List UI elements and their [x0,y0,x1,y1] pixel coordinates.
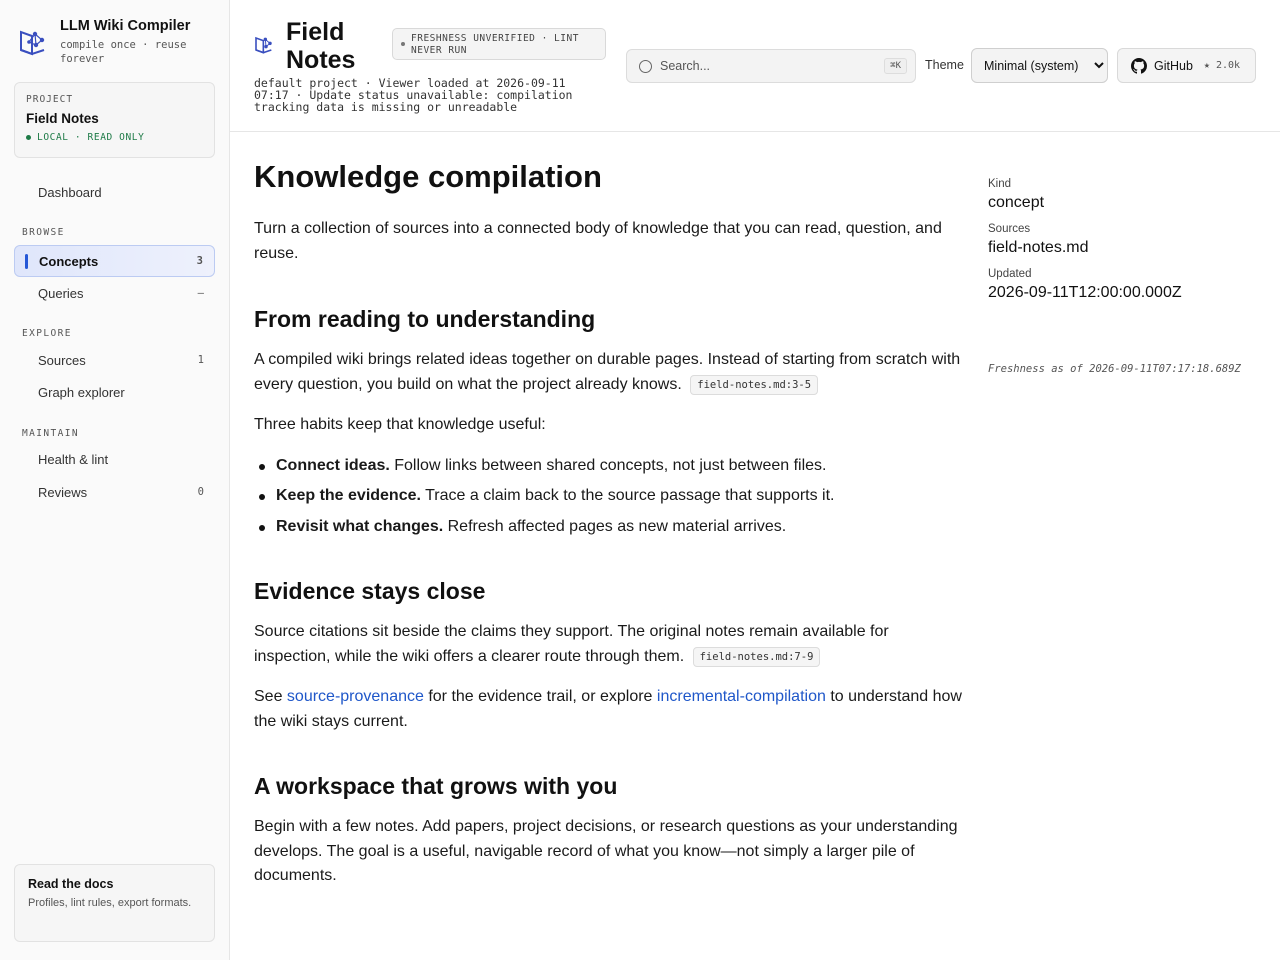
citation-chip[interactable]: field-notes.md:3-5 [690,375,818,395]
paragraph-text: to understand how the wiki stays current. [254,688,962,730]
github-button[interactable] [1117,48,1256,83]
nav-concepts-count: 3 [196,255,203,267]
project-label: PROJECT [26,94,74,105]
nav-dashboard-label: Dashboard [38,184,102,200]
habits-list [254,454,966,540]
article-intro: Turn a collection of sources into a connected body of knowledge that you can read, question, and reuse. [254,220,942,262]
paragraph-text: Source citations sit beside the claims they support. The original notes remain available for inspection, while the wiki offers a clearer route through them. [254,623,889,665]
nav-sources-label: Sources [38,352,86,368]
list-item-text: Refresh affected pages as new material arrives. [443,517,787,535]
meta-updated-value: 2026-09-11T12:00:00.000Z [988,284,1182,301]
section-heading: From reading to understanding [254,306,596,332]
brand-subtitle: compile once · reuse forever [60,39,187,65]
nav-reviews-count: 0 [197,486,204,498]
nav-concepts[interactable] [14,245,215,277]
list-item [254,454,966,479]
article [254,158,966,889]
paragraph [254,620,966,669]
nav-section-browse: BROWSE [22,227,65,238]
list-item-bold: Keep the evidence. [276,487,421,504]
header-meta: default project · Viewer loaded at 2026-09-11 07:17 · Update status unavailable: compilation tracking data is missing or unreadable [254,76,573,114]
page-metadata [988,178,1258,302]
list-item-text: Trace a claim back to the source passage that supports it. [420,487,835,504]
freshness-badge [392,28,606,60]
meta-sources-label: Sources [988,223,1031,235]
list-item-bold: Revisit what changes. [276,517,444,535]
paragraph-text: for the evidence trail, or explore [423,688,657,705]
theme-select[interactable] [971,48,1108,83]
search-box[interactable] [626,49,916,83]
search-shortcut: ⌘K [884,58,907,74]
docs-card[interactable] [14,864,215,942]
meta-kind-value: concept [988,194,1045,211]
article-title: Knowledge compilation [254,159,602,194]
project-name: Field Notes [26,111,99,126]
nav-reviews-label: Reviews [38,484,88,500]
nav-section-explore: EXPLORE [22,328,72,339]
page-title: Field Notes [286,18,356,74]
meta-updated-label: Updated [988,268,1032,280]
link-incremental-compilation[interactable]: incremental-compilation [656,688,826,705]
github-stars: ★ 2.0k [1203,60,1241,71]
brand[interactable] [18,16,200,66]
github-label: GitHub [1154,58,1193,73]
paragraph-text: See [254,688,287,705]
book-graph-logo-icon [18,26,48,56]
book-graph-icon [254,34,274,54]
brand-title: LLM Wiki Compiler [60,18,191,34]
nav-queries[interactable] [14,277,215,309]
freshness-timestamp: Freshness as of 2026-09-11T07:17:18.689Z [988,363,1241,375]
nav-dashboard[interactable] [14,176,215,208]
list-item-text: Follow links between shared concepts, not just between files. [389,456,827,474]
nav-graph-label: Graph explorer [38,384,125,400]
list-item [254,515,966,540]
nav-queries-count: – [197,287,204,299]
search-icon [639,60,652,73]
docs-title: Read the docs [28,877,114,891]
theme-label: Theme [925,58,964,72]
badge-dot-icon [401,42,405,46]
docs-subtitle: Profiles, lint rules, export formats. [28,897,192,909]
nav-concepts-label: Concepts [39,253,99,269]
status-dot-icon [26,135,31,140]
citation-chip[interactable]: field-notes.md:7-9 [693,647,821,667]
project-card[interactable] [14,82,215,158]
sidebar [0,0,230,960]
nav-reviews[interactable] [14,476,215,508]
search-input[interactable] [660,59,860,73]
freshness-badge-text: FRESHNESS UNVERIFIED · LINT NEVER RUN [411,33,579,56]
meta-kind-label: Kind [988,178,1012,190]
project-status [26,132,203,143]
paragraph: Three habits keep that knowledge useful: [254,416,546,433]
project-status-text: LOCAL · READ ONLY [37,132,145,143]
paragraph: Begin with a few notes. Add papers, project decisions, or research questions as your understanding develops. The goal is a useful, navigable record of what you know—not simply a larger pile of documents. [254,818,958,884]
paragraph-text: A compiled wiki brings related ideas together on durable pages. Instead of starting from scratch with every question, you build on what the project already knows. [254,351,961,393]
section-heading: Evidence stays close [254,578,486,604]
section-heading: A workspace that grows with you [254,773,618,799]
nav-health-lint[interactable] [14,443,215,475]
nav-sources[interactable] [14,344,215,376]
meta-sources-value[interactable]: field-notes.md [988,239,1089,256]
nav-graph-explorer[interactable] [14,376,215,408]
nav-sources-count: 1 [197,354,204,366]
nav-section-maintain: MAINTAIN [22,428,79,439]
nav-queries-label: Queries [38,285,84,301]
link-source-provenance[interactable]: source-provenance [286,688,424,705]
paragraph [254,685,966,734]
page-header [230,0,1280,132]
github-icon [1131,58,1147,74]
list-item [254,484,966,509]
nav-health-label: Health & lint [38,451,109,467]
paragraph [254,348,966,397]
list-item-bold: Connect ideas. [276,456,390,474]
